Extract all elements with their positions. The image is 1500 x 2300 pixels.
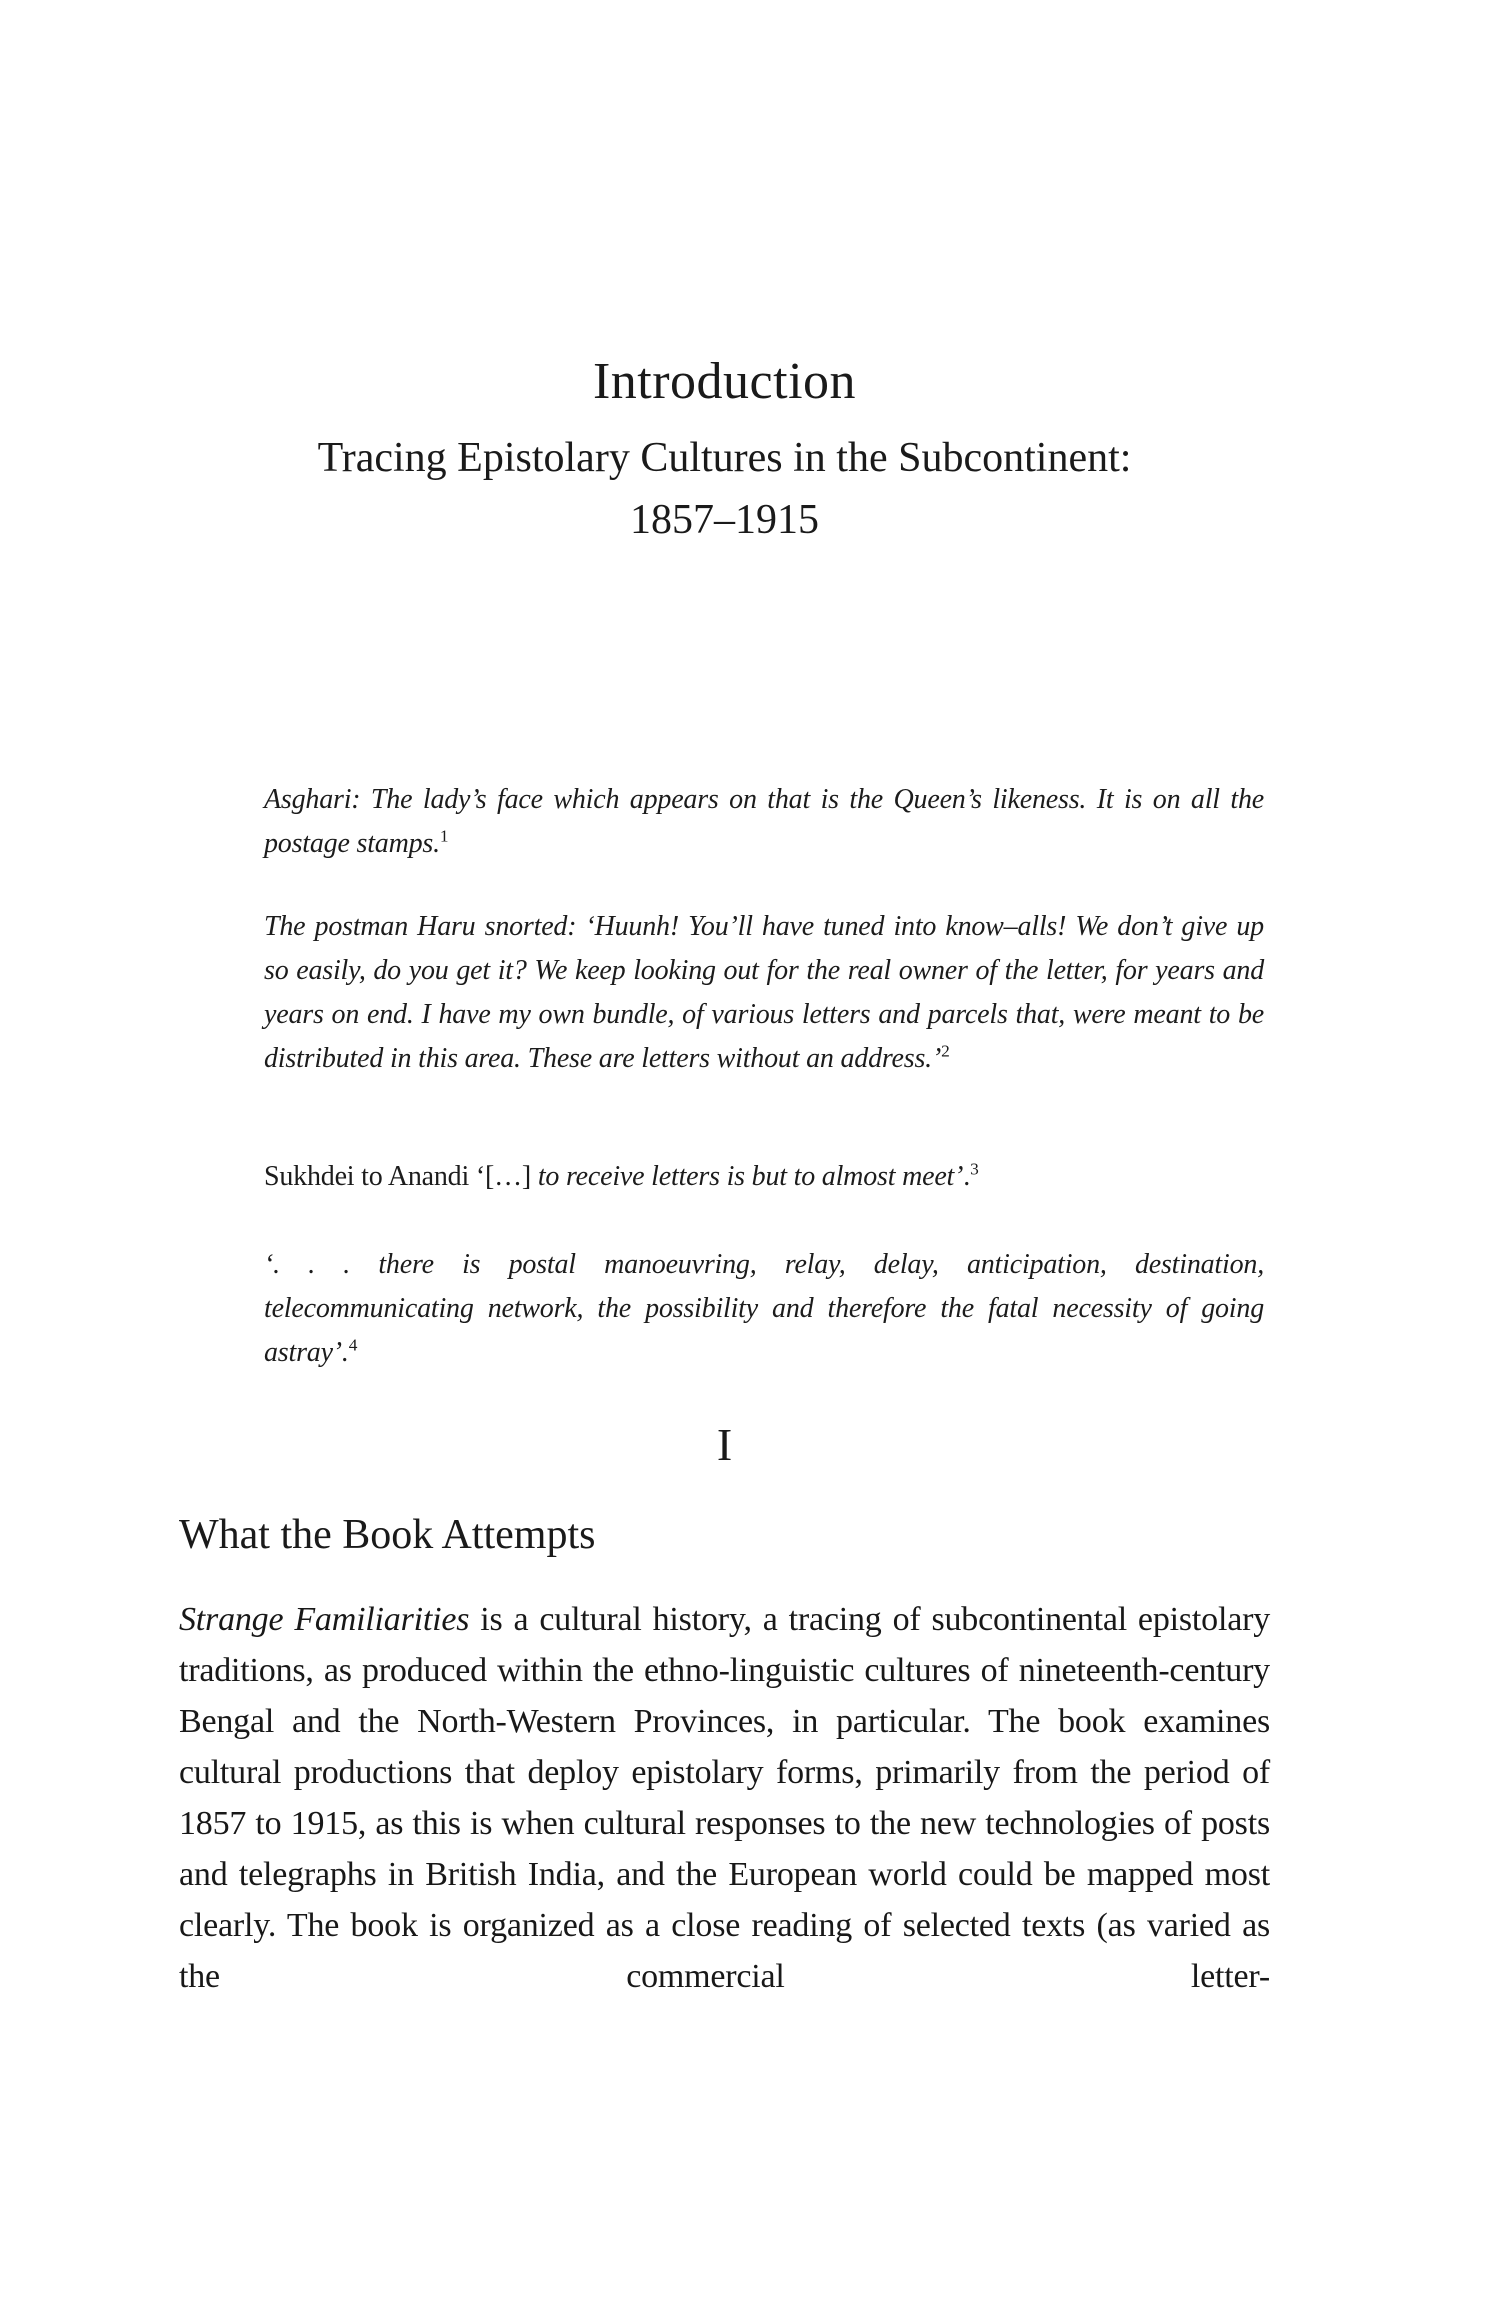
body-paragraph-text: is a cultural history, a tracing of subcontinental epistolary traditions, as produced within the ethno-linguistic cultures of nineteenth-century Bengal and the North-Western Provinces, in particular. The book examines cultural productions that deploy epistolary forms, primarily from the period of 1857 to 1915, as this is when cultural responses to the new technologies of posts and telegraphs in British India, and the European world could be mapped most clearly. The book is organized as a close reading of selected texts (as varied as the commercial letter- — [179, 1601, 1271, 1995]
epigraph-3-period: . — [963, 1161, 971, 1192]
page-title: Introduction — [592, 353, 857, 410]
epigraph-quote-2 — [264, 905, 1264, 1081]
page-subtitle: Tracing Epistolary Cultures in the Subcontinent: — [317, 435, 1132, 481]
body-paragraph — [179, 1594, 1270, 2002]
footnote-ref-4: 4 — [348, 1335, 358, 1355]
epigraph-quote-3 — [264, 1155, 1264, 1199]
epigraph-quote-4 — [264, 1243, 1264, 1375]
epigraph-3-attribution: Sukhdei to Anandi ‘[…] — [264, 1161, 538, 1192]
epigraph-3-quote: to receive letters is but to almost meet’ — [537, 1161, 964, 1192]
footnote-ref-1: 1 — [439, 826, 449, 846]
epigraph-quote-1 — [264, 778, 1264, 866]
page-subtitle-dates: 1857–1915 — [630, 497, 819, 543]
section-numeral: I — [716, 1419, 733, 1470]
epigraph-2-text: The postman Haru snorted: ‘Huunh! You’ll have tuned into know–alls! We don’t give up so easily, do you get it? We keep looking out for the real owner of the letter, for years and years on end. I have my own bundle, of various letters and parcels that, were meant to be distributed in this area. These are letters without an address.’ — [264, 911, 1264, 1074]
epigraph-4-text: ‘. . . there is postal manoeuvring, relay, delay, anticipation, destination, telecommunicating network, the possibility and therefore the fatal necessity of going astray’. — [264, 1249, 1264, 1368]
footnote-ref-3: 3 — [970, 1159, 979, 1179]
section-heading: What the Book Attempts — [179, 1512, 596, 1558]
epigraph-1-text: Asghari: The lady’s face which appears on that is the Queen’s likeness. It is on all the postage stamps. — [264, 784, 1264, 859]
book-title-italic: Strange Familiarities — [179, 1601, 470, 1638]
footnote-ref-2: 2 — [941, 1041, 950, 1061]
